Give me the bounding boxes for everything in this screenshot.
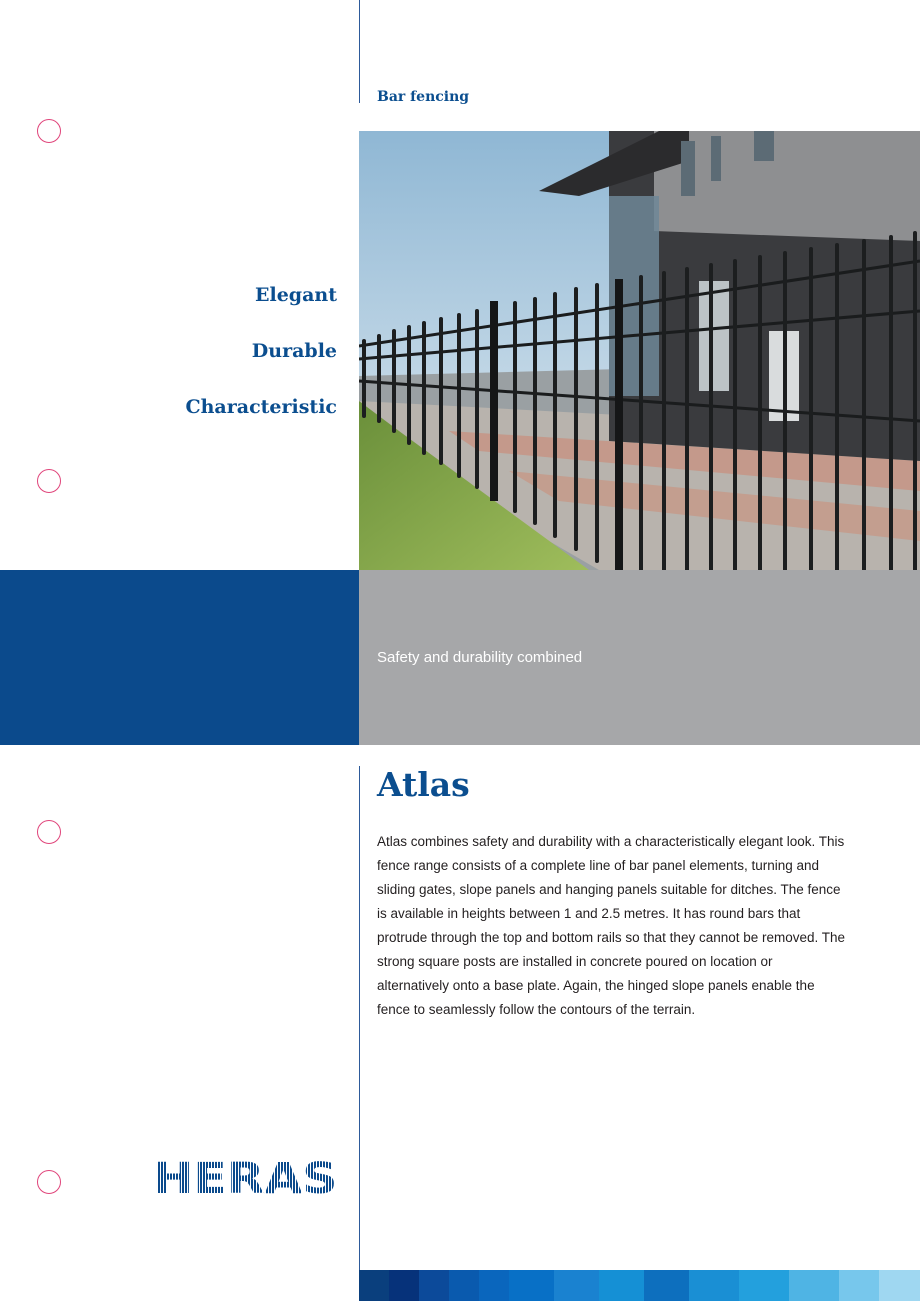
tagline-elegant: Elegant: [255, 284, 337, 306]
heras-logo: [152, 1159, 339, 1197]
banner-caption: Safety and durability combined: [377, 649, 583, 666]
divider-line-bottom: [359, 766, 360, 1270]
binder-hole-3: [37, 820, 61, 844]
tagline-characteristic: Characteristic: [185, 396, 337, 418]
binder-hole-2: [37, 469, 61, 493]
article-body: Atlas combines safety and durability with a characteristically elegant look. This fence range consists of a complete line of bar panel elements, turning and sliding gates, slope panels and hanging panels suitable for ditches. The fence is available in heights between 1 and 2.5 metres. It has round bars that protrude through the top and bottom rails so that they cannot be removed. The strong square posts are installed in concrete poured on location or alternatively onto a base plate. Again, the hinged slope panels enable the fence to seamlessly follow the contours of the terrain.: [377, 834, 846, 1017]
fence-photo: [359, 131, 920, 570]
binder-hole-1: [37, 119, 61, 143]
tagline-durable: Durable: [251, 340, 337, 362]
footer-color-strip: [359, 1270, 920, 1301]
blue-block: [0, 570, 359, 745]
article-title: Atlas: [377, 765, 470, 804]
binder-hole-4: [37, 1170, 61, 1194]
divider-line-top: [359, 0, 360, 103]
section-label: Bar fencing: [377, 89, 470, 105]
